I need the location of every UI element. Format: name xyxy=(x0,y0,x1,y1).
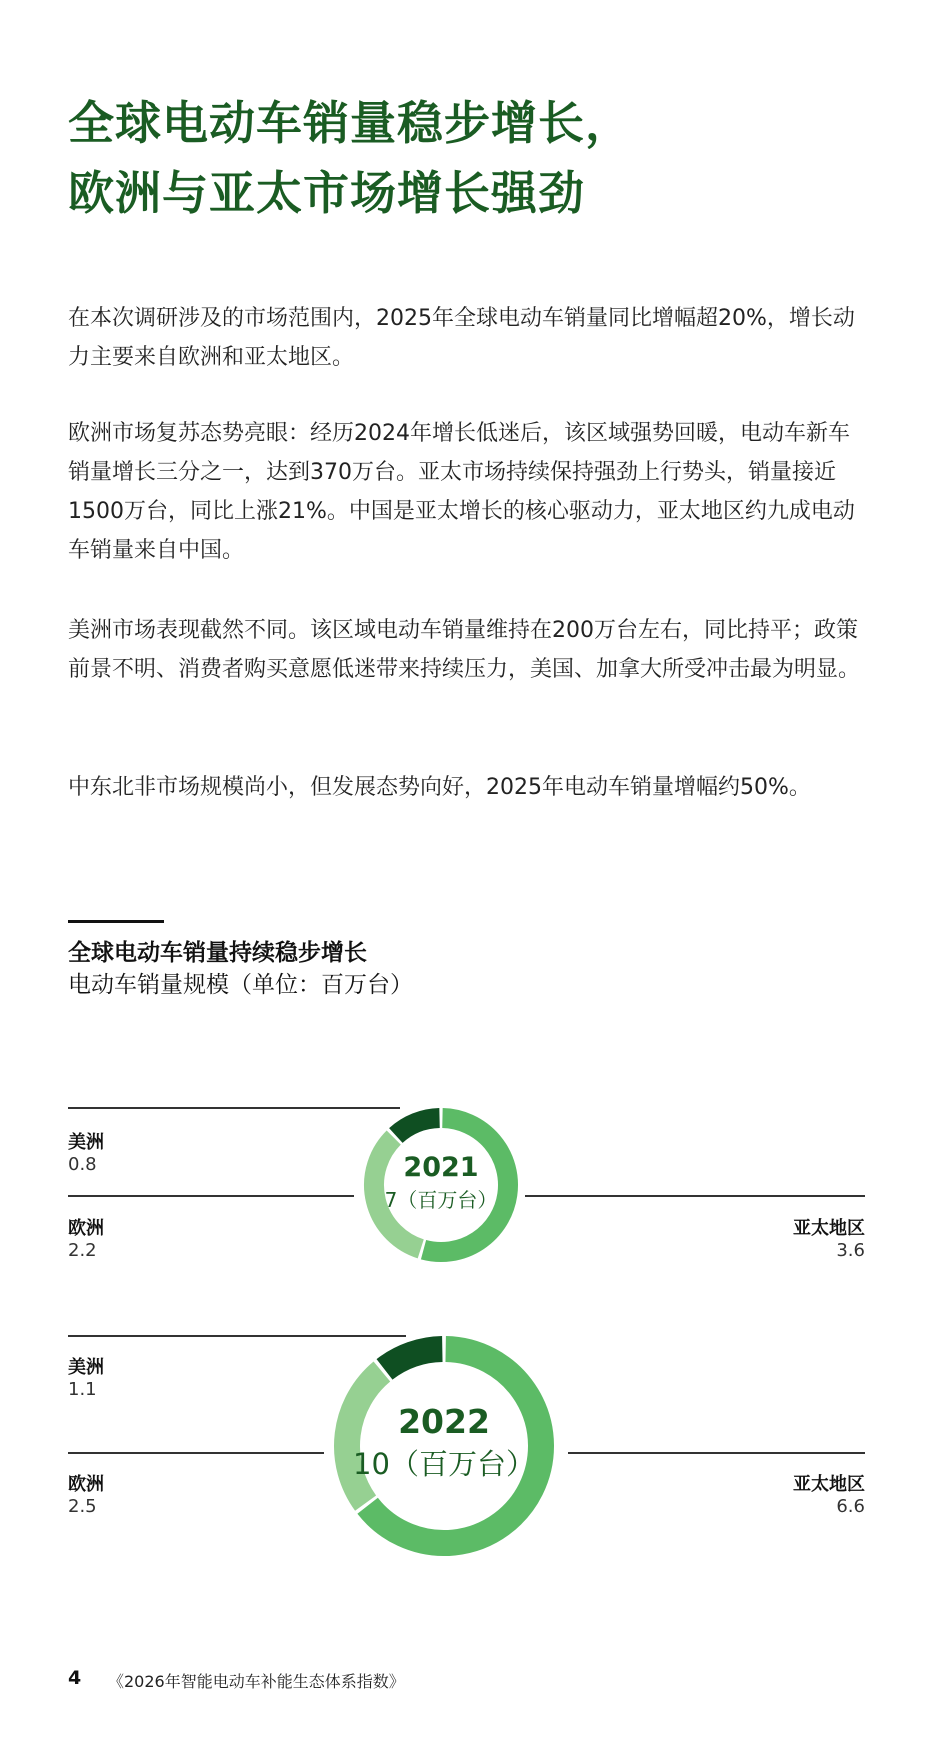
paragraph-global: 在本次调研涉及的市场范围内，2025年全球电动车销量同比增幅超20%，增长动力主要来自欧洲和亚太地区。 xyxy=(68,306,855,370)
donut-segment-americas-2022 xyxy=(385,1349,443,1369)
donut-total-2021: 7（百万台） xyxy=(384,1188,498,1212)
value-europe-2021: 2.2 xyxy=(68,1240,97,1261)
label-europe-2022: 欧洲 xyxy=(68,1474,104,1495)
page-title-line-1: 全球电动车销量稳步增长， xyxy=(68,96,632,150)
chart-title: 全球电动车销量持续稳步增长 xyxy=(68,940,367,966)
value-apac-2022: 6.6 xyxy=(836,1496,865,1517)
paragraph-mena: 中东北非市场规模尚小，但发展态势向好，2025年电动车销量增幅约50%。 xyxy=(68,775,811,800)
value-americas-2022: 1.1 xyxy=(68,1379,97,1400)
label-europe-2021: 欧洲 xyxy=(68,1218,104,1239)
chart-subtitle: 电动车销量规模（单位：百万台） xyxy=(68,972,413,998)
paragraph-americas: 美洲市场表现截然不同。该区域电动车销量维持在200万台左右，同比持平；政策前景不明、消费者购买意愿低迷带来持续压力，美国、加拿大所受冲击最为明显。 xyxy=(68,618,861,682)
publication-title: 《2026年智能电动车补能生态体系指数》 xyxy=(108,1672,405,1691)
value-americas-2021: 0.8 xyxy=(68,1154,97,1175)
value-europe-2022: 2.5 xyxy=(68,1496,97,1517)
page-number: 4 xyxy=(68,1667,82,1689)
label-apac-2021: 亚太地区 xyxy=(793,1218,865,1239)
paragraph-europe-apac: 欧洲市场复苏态势亮眼：经历2024年增长低迷后，该区域强势回暖，电动车新车销量增长三分之一，达到370万台。亚太市场持续保持强劲上行势头，销量接近1500万台，同比上涨21%。中国是亚太增长的核心驱动力，亚太地区约九成电动车销量来自中国。 xyxy=(68,421,855,563)
label-americas-2022: 美洲 xyxy=(68,1357,104,1378)
donut-year-2022: 2022 xyxy=(398,1402,490,1441)
page-title-line-2: 欧洲与亚太市场增长强劲 xyxy=(68,166,585,220)
label-americas-2021: 美洲 xyxy=(68,1132,104,1153)
donut-total-2022: 10（百万台） xyxy=(353,1447,535,1481)
label-apac-2022: 亚太地区 xyxy=(793,1474,865,1495)
value-apac-2021: 3.6 xyxy=(836,1240,865,1261)
donut-year-2021: 2021 xyxy=(403,1152,479,1183)
